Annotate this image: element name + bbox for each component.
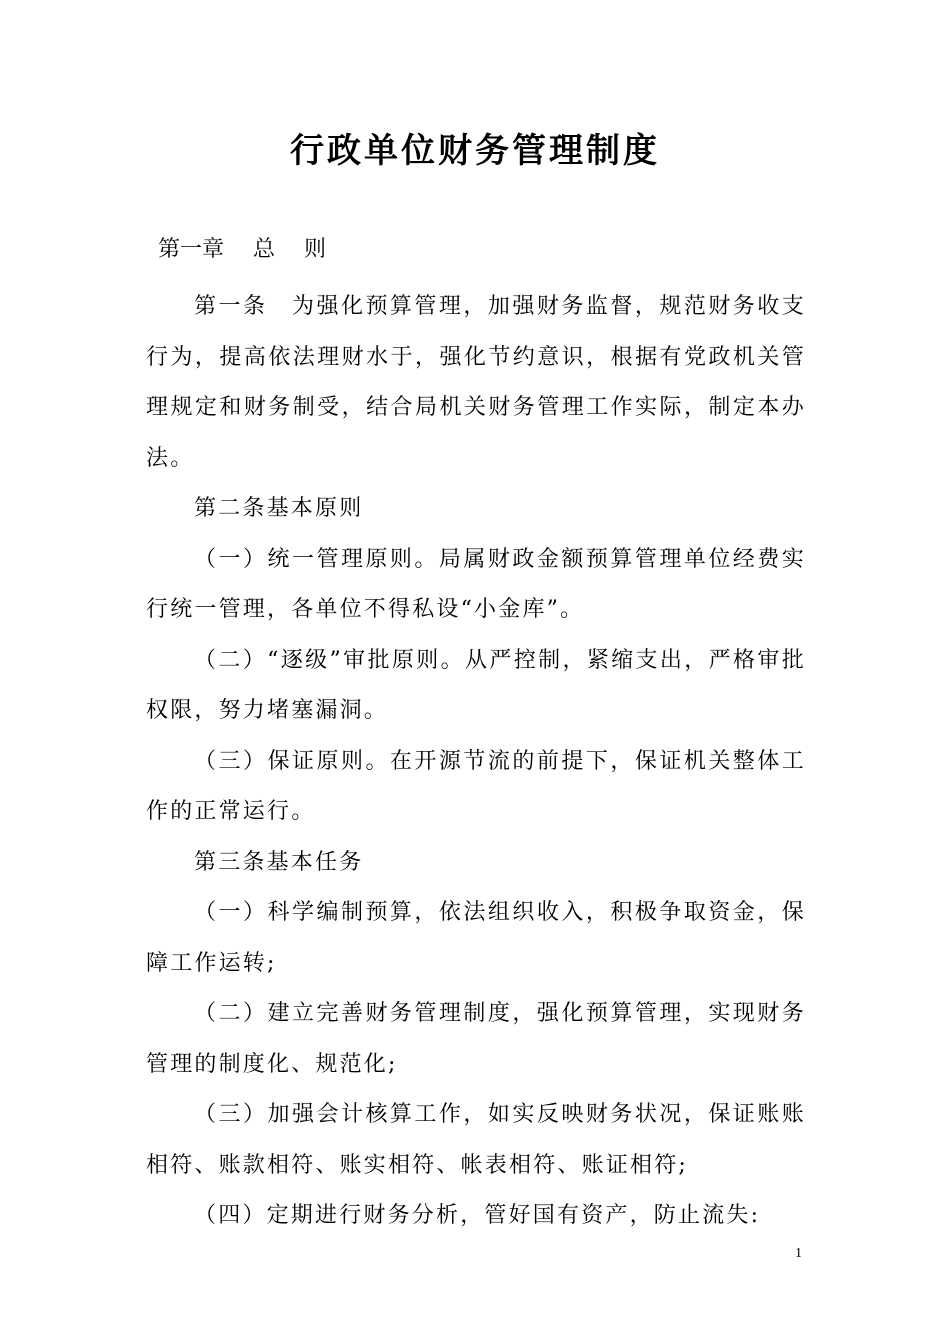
paragraph-article-2-heading: 第二条基本原则 bbox=[194, 496, 364, 521]
paragraph-article-1: 第一条 为强化预算管理，加强财务监督，规范财务收支行为，提高依法理财水于，强化节约意识，根据有党政机关管理规定和财务制受，结合局机关财务管理工作实际，制定本办法。 bbox=[146, 294, 806, 471]
page-number: 1 bbox=[795, 1246, 802, 1261]
paragraph-article-2-item-3: （三）保证原则。在开源节流的前提下，保证机关整体工作的正常运行。 bbox=[146, 748, 806, 824]
paragraph-article-3-item-4: （四）定期进行财务分析，管好国有资产，防止流失: bbox=[194, 1203, 761, 1228]
document-body bbox=[146, 282, 806, 1242]
paragraph-article-3-item-1: （一）科学编制预算，依法组织收入，积极争取资金，保障工作运转; bbox=[146, 900, 806, 976]
paragraph-article-2-item-1: （一）统一管理原则。局属财政金额预算管理单位经费实行统一管理，各单位不得私设“小金库”。 bbox=[146, 546, 806, 622]
paragraph-article-3-item-3: （三）加强会计核算工作，如实反映财务状况，保证账账相符、账款相符、账实相符、帐表相符、账证相符; bbox=[146, 1102, 806, 1178]
chapter-heading: 第一章 总 则 bbox=[158, 237, 326, 262]
paragraph-article-3-item-2: （二）建立完善财务管理制度，强化预算管理，实现财务管理的制度化、规范化; bbox=[146, 1001, 806, 1077]
paragraph-article-3-heading: 第三条基本任务 bbox=[194, 849, 364, 875]
document-title: 行政单位财务管理制度 bbox=[290, 131, 660, 171]
paragraph-article-2-item-2: （二）“逐级”审批原则。从严控制，紧缩支出，严格审批权限，努力堵塞漏洞。 bbox=[146, 647, 806, 723]
